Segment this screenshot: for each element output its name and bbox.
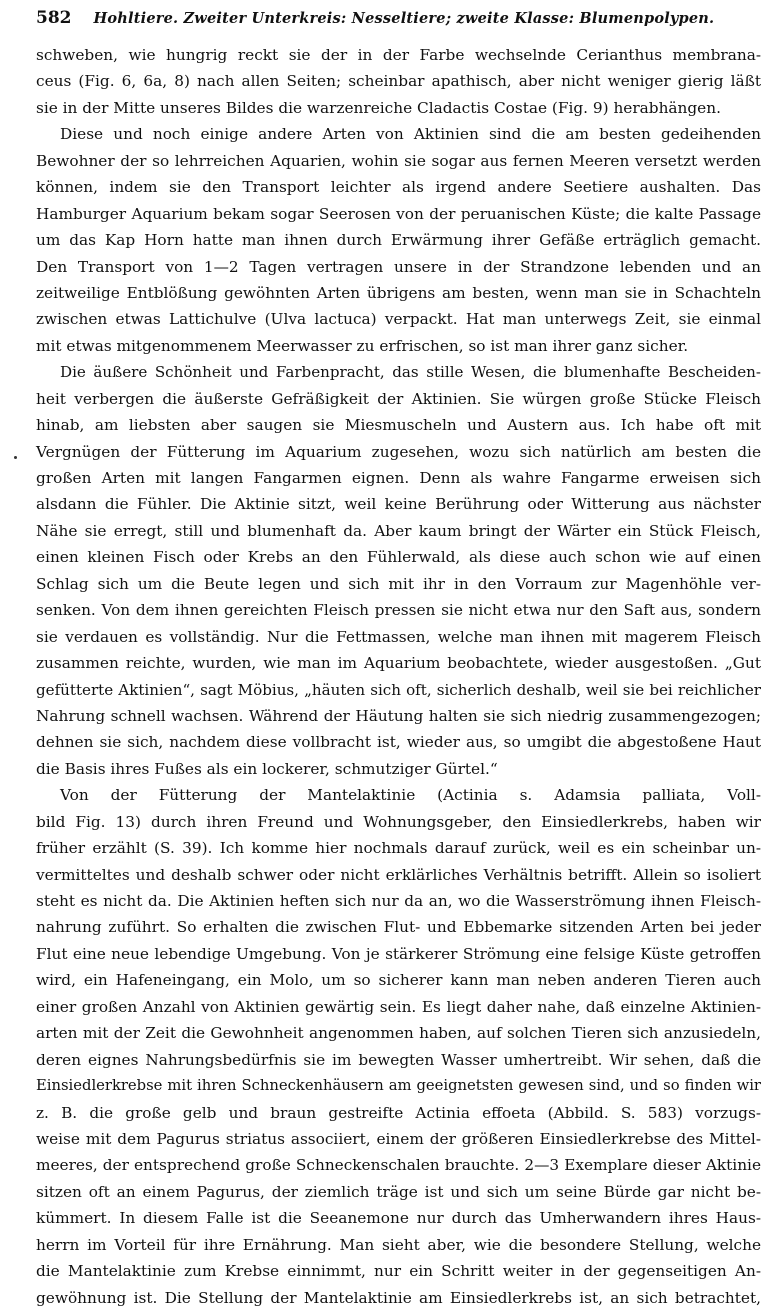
text-line: sie in der Mitte unseres Bildes die warzenreiche Cladactis Costae (Fig. 9) herabhängen. [36, 98, 721, 117]
text-line: dehnen sie sich, nachdem diese vollbracht ist, wieder aus, so umgibt die abgestoßene Haut [36, 733, 761, 752]
text-line: zwischen etwas Lattichulve (Ulva lactuca) verpackt. Hat man unterwegs Zeit, sie einmal [36, 310, 761, 329]
page-number: 582 [36, 8, 72, 28]
text-line: z. B. die große gelb und braun gestreifte Actinia effoeta (Abbild. S. 583) vorzugs- [36, 1103, 761, 1122]
text-line: einen kleinen Fisch oder Krebs an den Fühlerwald, als diese auch schon wie auf einen [36, 548, 761, 567]
text-line: Vergnügen der Fütterung im Aquarium zugesehen, wozu sich natürlich am besten die [36, 442, 761, 461]
text-line: wird, ein Hafeneingang, ein Molo, um so sicherer kann man neben anderen Tieren auch [36, 971, 761, 990]
text-line: schweben, wie hungrig reckt sie der in der Farbe wechselnde Cerianthus membrana- [36, 46, 761, 64]
text-line: Bewohner der so lehrreichen Aquarien, wohin sie sogar aus fernen Meeren versetzt werden [36, 151, 761, 170]
text-line: Von der Fütterung der Mantelaktinie (Actinia s. Adamsia palliata, Voll- [60, 786, 761, 805]
text-line: Diese und noch einige andere Arten von Aktinien sind die am besten gedeihenden [60, 125, 761, 144]
text-line: deren eignes Nahrungsbedürfnis sie im bewegten Wasser umhertreibt. Wir sehen, daß die [36, 1050, 761, 1069]
text-line: können, indem sie den Transport leichter als irgend andere Seetiere aushalten. Das [36, 178, 761, 197]
text-line: mit etwas mitgenommenem Meerwasser zu erfrischen, so ist man ihrer ganz sicher. [36, 336, 689, 355]
text-line: ceus (Fig. 6, 6a, 8) nach allen Seiten; scheinbar apathisch, aber nicht weniger gierig läßt [36, 72, 761, 91]
text-line: Die äußere Schönheit und Farbenpracht, das stille Wesen, die blumenhafte Bescheiden- [60, 363, 761, 382]
text-line: hinab, am liebsten aber saugen sie Miesmuscheln und Austern aus. Ich habe oft mit [36, 416, 761, 435]
text-line: Den Transport von 1—2 Tagen vertragen unsere in der Strandzone lebenden und an [36, 257, 761, 276]
text-line: meeres, der entsprechend große Schneckenschalen brauchte. 2—3 Exemplare dieser Aktinie [36, 1156, 761, 1175]
text-line: großen Arten mit langen Fangarmen eignen. Denn als wahre Fangarme erweisen sich [36, 469, 761, 487]
text-line: herrn im Vorteil für ihre Ernährung. Man sieht aber, wie die besondere Stellung, welche [36, 1235, 761, 1254]
text-line: arten mit der Zeit die Gewohnheit angenommen haben, auf solchen Tieren sich anzusiedeln, [36, 1024, 761, 1043]
text-line: um das Kap Horn hatte man ihnen durch Erwärmung ihrer Gefäße erträglich gemacht. [36, 231, 761, 250]
text-line: Flut eine neue lebendige Umgebung. Von je stärkerer Strömung eine felsige Küste getroffen [36, 944, 761, 963]
text-line: sitzen oft an einem Pagurus, der ziemlich träge ist und sich um seine Bürde gar nicht be- [36, 1182, 761, 1201]
text-line: Hamburger Aquarium bekam sogar Seerosen von der peruanischen Küste; die kalte Passage [36, 204, 761, 223]
text-line: sie verdauen es vollständig. Nur die Fettmassen, welche man ihnen mit magerem Fleisch [36, 627, 761, 646]
text-line: senken. Von dem ihnen gereichten Fleisch pressen sie nicht etwa nur den Saft aus, sondern [36, 601, 761, 620]
text-line: vermitteltes und deshalb schwer oder nicht erklärliches Verhältnis betrifft. Allein so isoliert [36, 865, 761, 884]
text-line: gewöhnung ist. Die Stellung der Mantelaktinie am Einsiedlerkrebs ist, an sich betrachtet, [36, 1288, 761, 1307]
text-line: zusammen reichte, wurden, wie man im Aquarium beobachtete, wieder ausgestoßen. „Gut [36, 654, 761, 673]
text-line: steht es nicht da. Die Aktinien heften sich nur da an, wo die Wasserströmung ihnen Fleisch- [36, 892, 761, 910]
running-head: Hohltiere. Zweiter Unterkreis: Nesseltiere; zweite Klasse: Blumenpolypen. [93, 10, 715, 27]
text-line: bild Fig. 13) durch ihren Freund und Wohnungsgeber, den Einsiedlerkrebs, haben wir [36, 812, 761, 831]
text-line: Nähe sie erregt, still und blumenhaft da. Aber kaum bringt der Wärter ein Stück Fleisch, [36, 521, 761, 540]
text-line: Nahrung schnell wachsen. Während der Häutung halten sie sich niedrig zusammengezogen; [36, 706, 761, 725]
text-line: alsdann die Fühler. Die Aktinie sitzt, weil keine Berührung oder Witterung aus nächster [36, 495, 761, 514]
text-line: nahrung zuführt. So erhalten die zwischen Flut- und Ebbemarke sitzenden Arten bei jeder [36, 918, 761, 937]
text-line: heit verbergen die äußerste Gefräßigkeit der Aktinien. Sie würgen große Stücke Fleisch [36, 389, 761, 408]
book-page [36, 8, 761, 1311]
text-line: die Basis ihres Fußes als ein lockerer, schmutziger Gürtel.“ [36, 759, 498, 778]
text-line: weise mit dem Pagurus striatus associiert, einem der größeren Einsiedlerkrebse des Mittel- [36, 1129, 761, 1148]
text-line: einer großen Anzahl von Aktinien gewärtig sein. Es liegt daher nahe, daß einzelne Aktinien- [36, 997, 761, 1016]
text-line: Schlag sich um die Beute legen und sich mit ihr in den Vorraum zur Magenhöhle ver- [36, 574, 761, 593]
text-line: die Mantelaktinie zum Krebse einnimmt, nur ein Schritt weiter in der gegenseitigen An- [36, 1262, 761, 1281]
text-line: früher erzählt (S. 39). Ich komme hier nochmals darauf zurück, weil es ein scheinbar un- [36, 839, 761, 858]
body-text [36, 42, 761, 1311]
text-line: kümmert. In diesem Falle ist die Seeanemone nur durch das Umherwandern ihres Haus- [36, 1209, 761, 1228]
text-line: gefütterte Aktinien“, sagt Möbius, „häuten sich oft, sicherlich deshalb, weil sie bei reichlicher [36, 680, 761, 699]
text-line: Einsiedlerkrebse mit ihren Schneckenhäusern am geeignetsten gewesen sind, und so finden wir [36, 1077, 761, 1095]
margin-dot [14, 456, 17, 459]
text-line: zeitweilige Entblößung gewöhnten Arten übrigens am besten, wenn man sie in Schachteln [36, 283, 761, 302]
page-header [36, 8, 761, 40]
